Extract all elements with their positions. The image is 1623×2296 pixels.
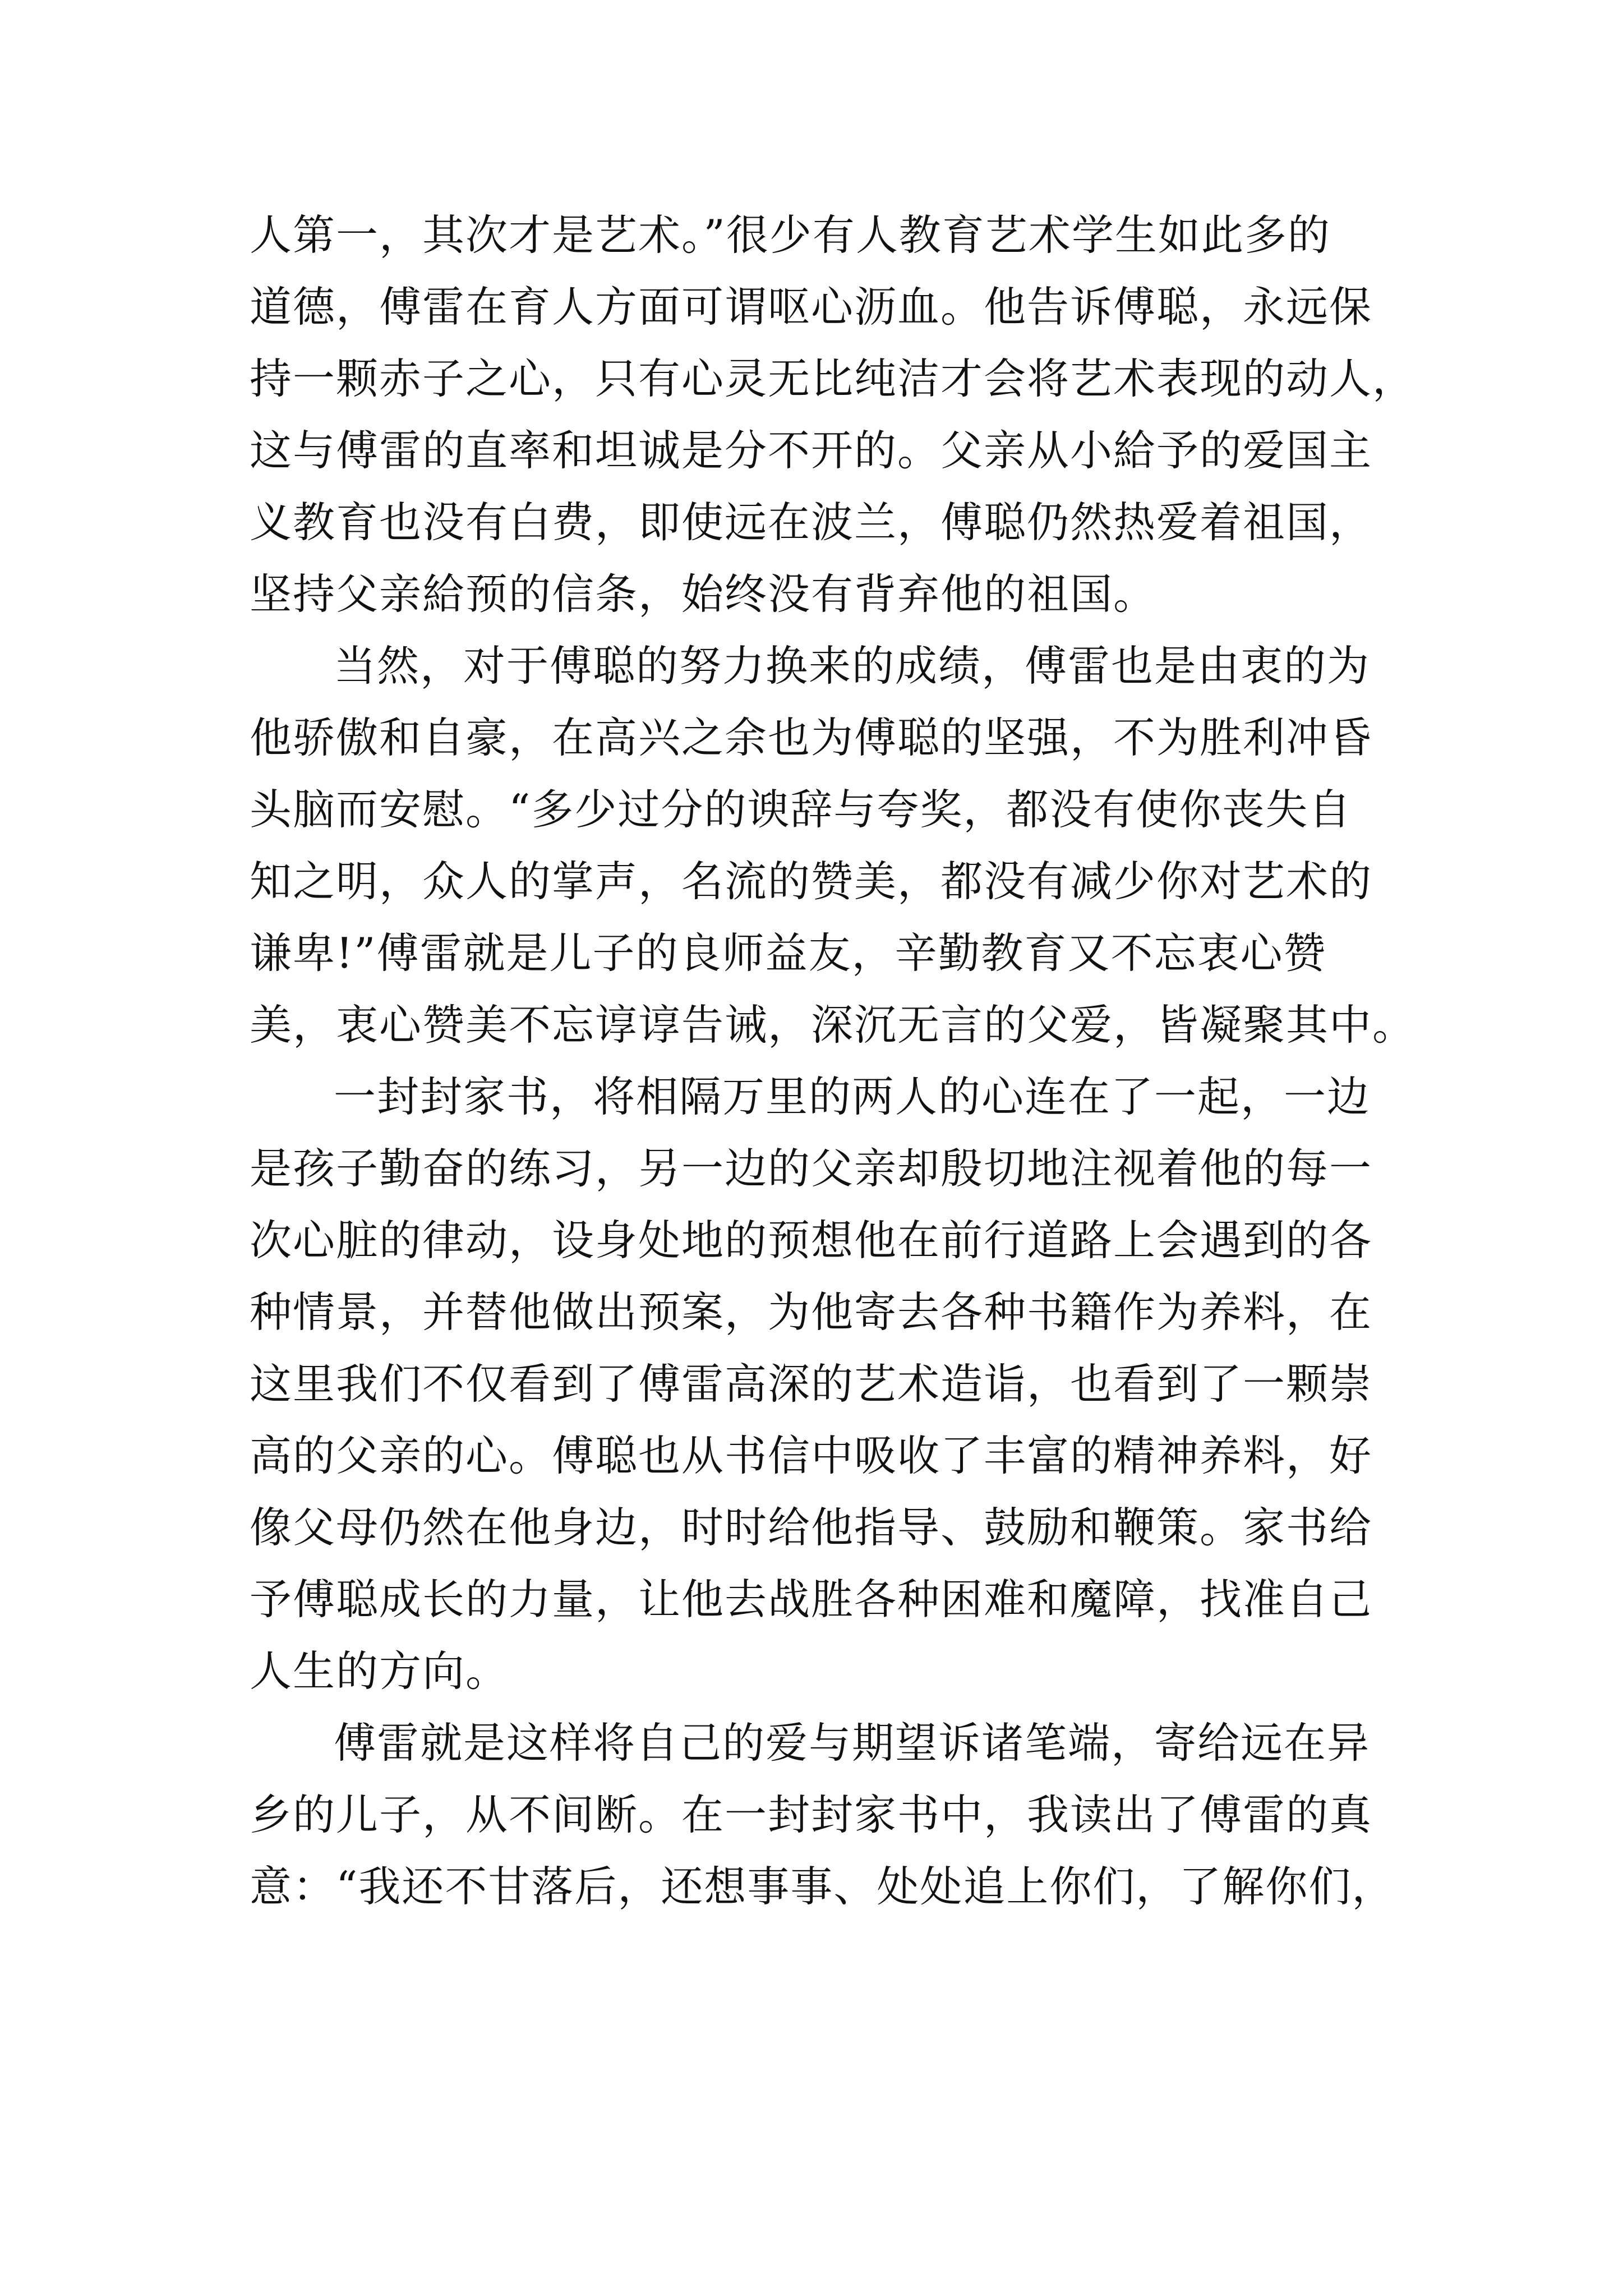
text-line: 乡的儿子，从不间断。在一封封家书中，我读出了傅雷的真 [250,1790,1373,1839]
paragraph-first-line: 一封封家书，将相隔万里的两人的心连在了一起，一边 [334,1072,1371,1121]
paragraph-first-line: 傅雷就是这样将自己的爱与期望诉诸笔端，寄给远在异 [334,1718,1371,1768]
text-line: 持一颗赤子之心，只有心灵无比纯洁才会将艺术表现的动人， [250,354,1416,403]
text-line: 这与傅雷的直率和坦诚是分不开的。父亲从小給予的爱国主 [250,426,1373,475]
text-line: 予傅聪成长的力量，让他去战胜各种困难和魔障，找准自己 [250,1575,1373,1624]
text-line: 美，衷心赞美不忘谆谆告诫，深沉无言的父爱，皆凝聚其中。 [250,1000,1416,1050]
body-text [250,199,1416,1922]
text-line: 种情景，并替他做出预案，为他寄去各种书籍作为养料，在 [250,1287,1373,1337]
text-line: 意：“我还不甘落后，还想事事、处处追上你们，了解你们， [250,1862,1395,1911]
text-line: 人第一，其次才是艺术。”很少有人教育艺术学生如此多的 [250,210,1331,260]
text-line: 这里我们不仅看到了傅雷高深的艺术造诣，也看到了一颗崇 [250,1359,1373,1409]
text-line: 他骄傲和自豪，在高兴之余也为傅聪的坚强，不为胜利冲昏 [250,713,1373,762]
text-line: 是孩子勤奋的练习，另一边的父亲却殷切地注视着他的每一 [250,1144,1373,1193]
text-line: 谦卑!”傅雷就是儿子的良师益友，辛勤教育又不忘衷心赞 [250,928,1327,978]
text-line: 次心脏的律动，设身处地的预想他在前行道路上会遇到的各 [250,1216,1373,1265]
text-line: 像父母仍然在他身边，时时给他指导、鼓励和鞭策。家书给 [250,1503,1373,1552]
text-line: 高的父亲的心。傅聪也从书信中吸收了丰富的精神养料，好 [250,1431,1373,1480]
text-line: 道德，傅雷在育人方面可谓呕心沥血。他告诉傅聪，永远保 [250,282,1373,332]
text-line: 义教育也没有白费，即使远在波兰，傅聪仍然热爱着祖国， [250,498,1373,547]
text-line: 人生的方向。 [250,1646,509,1696]
paragraph-first-line: 当然，对于傅聪的努力换来的成绩，傅雷也是由衷的为 [334,641,1371,691]
text-line: 知之明，众人的掌声，名流的赞美，都没有减少你对艺术的 [250,857,1373,906]
text-line: 头脑而安慰。“多少过分的谀辞与夸奖，都没有使你丧失自 [250,785,1352,834]
text-line: 坚持父亲給预的信条，始终没有背弃他的祖国。 [250,569,1157,619]
